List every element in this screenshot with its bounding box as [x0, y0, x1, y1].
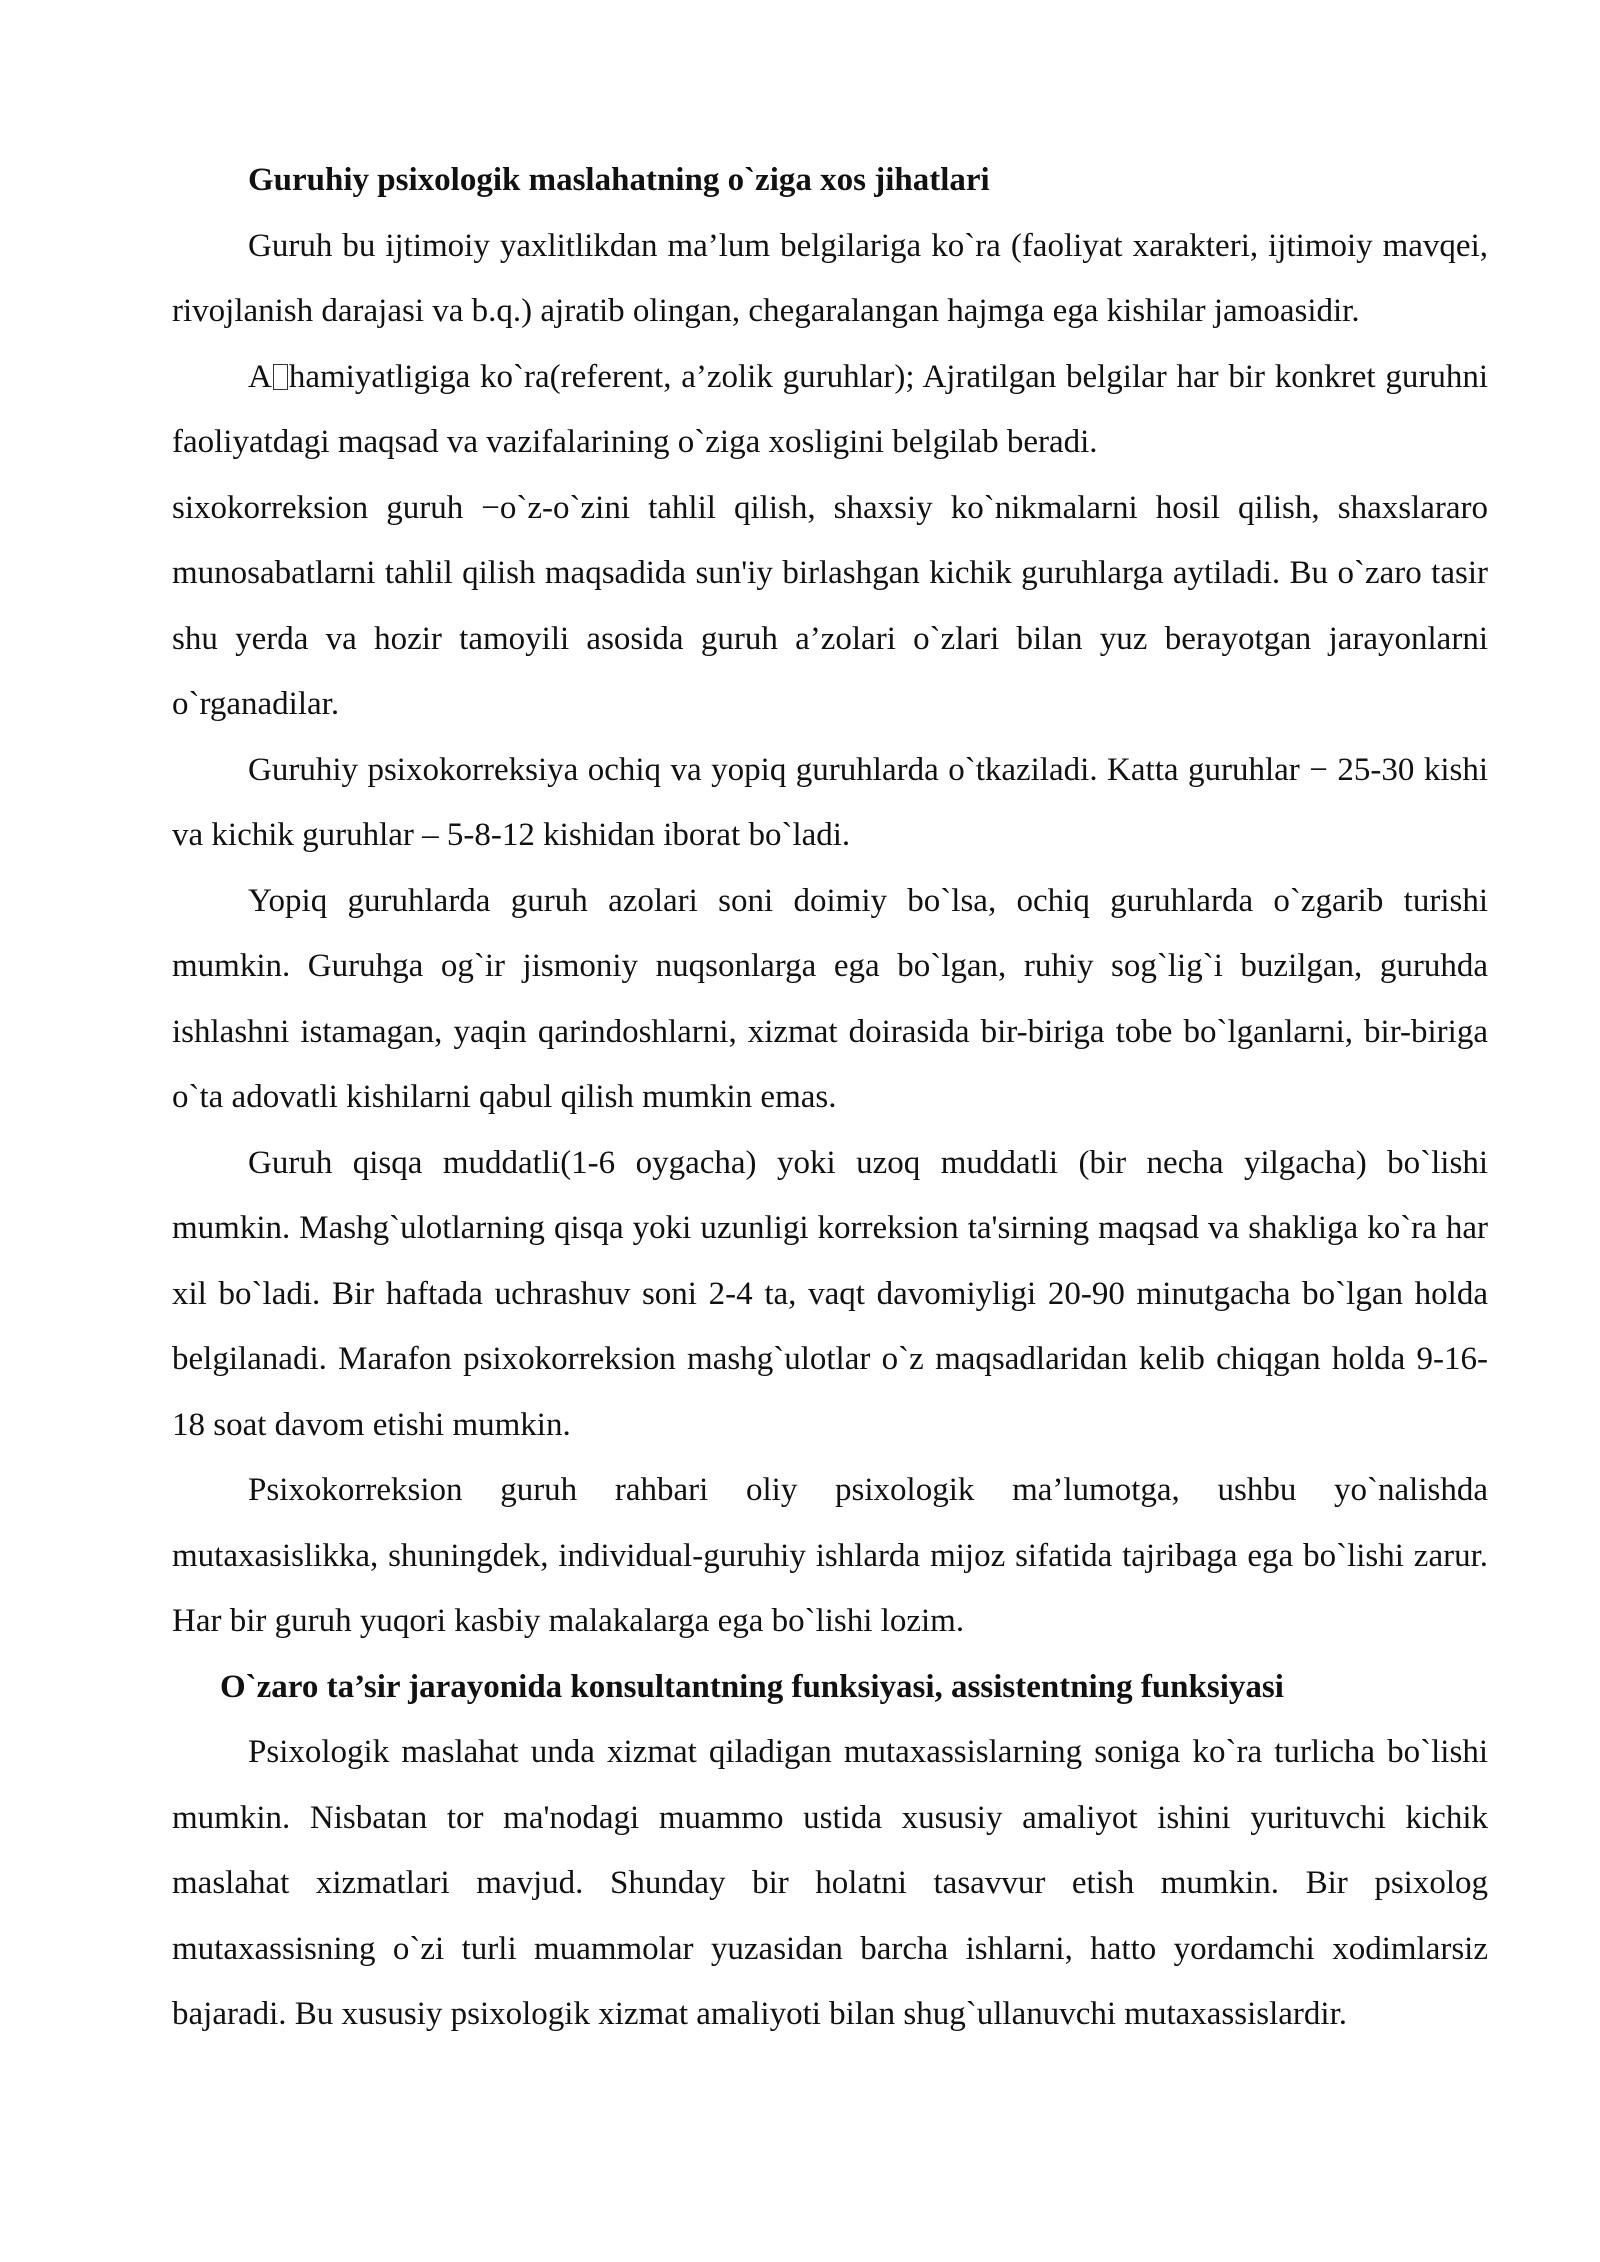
missing-glyph-icon — [273, 364, 288, 390]
document-page — [172, 148, 1488, 2048]
section-heading-1: Guruhiy psixologik maslahatning o`ziga xos jihatlari — [248, 162, 990, 198]
paragraph-guruh: Guruh bu ijtimoiy yaxlitlikdan ma’lum belgilariga ko`ra (faoliyat xarakteri, ijtimoiy mavqei, rivojlanish darajasi va b.q.) ajratib olingan, chegaralangan hajmga ega kishilar jamoasidir. — [172, 227, 1488, 329]
paragraph-ahamiyat-prefix: A — [248, 358, 272, 395]
paragraph-muddat: Guruh qisqa muddatli(1-6 oygacha) yoki uzoq muddatli (bir necha yilgacha) bo`lishi mumkin. Mashg`ulotlarning qisqa yoki uzunligi korreksion ta'sirning maqsad va shakliga ko`ra har xil bo`ladi. Bir haftada uchrashuv soni 2-4 ta, vaqt davomiyligi 20-90 minutgacha bo`lgan holda belgilanadi. Marafon psixokorreksion mashg`ulotlar o`z maqsadlaridan kelib chiqgan holda 9-16-18 soat davom etishi mumkin. — [172, 1144, 1488, 1443]
paragraph-rahbar: Psixokorreksion guruh rahbari oliy psixologik ma’lumotga, ushbu yo`nalishda mutaxasislikka, shuningdek, individual-guruhiy ishlarda mijoz sifatida tajribaga ega bo`lishi zarur. Har bir guruh yuqori kasbiy malakalarga ega bo`lishi lozim. — [172, 1472, 1488, 1639]
paragraph-psixologik-maslahat: Psixologik maslahat unda xizmat qiladigan mutaxassislarning soniga ko`ra turlicha bo`lishi mumkin. Nisbatan tor ma'nodagi muammo ustida xususiy amaliyot ishini yurituvchi kichik maslahat xizmatlari mavjud. Shunday bir holatni tasavvur etish mumkin. Bir psixolog mutaxassisning o`zi turli muammolar yuzasidan barcha ishlarni, hatto yordamchi xodimlarsiz bajaradi. Bu xususiy psixologik xizmat amaliyoti bilan shug`ullanuvchi mutaxassislardir. — [172, 1734, 1488, 2032]
paragraph-yopiq-guruhlar: Yopiq guruhlarda guruh azolari soni doimiy bo`lsa, ochiq guruhlarda o`zgarib turishi mumkin. Guruhga og`ir jismoniy nuqsonlarga ega bo`lgan, ruhiy sog`lig`i buzilgan, guruhda ishlashni istamagan, yaqin qarindoshlarni, xizmat doirasida bir-biriga tobe bo`lganlarni, bir-biriga o`ta adovatli kishilarni qabul qilish mumkin emas. — [172, 882, 1488, 1115]
paragraph-sixokorreksion: sixokorreksion guruh −o`z-o`zini tahlil qilish, shaxsiy ko`nikmalarni hosil qilish, shaxslararo munosabatlarni tahlil qilish maqsadida sun'iy birlashgan kichik guruhlarga aytiladi. Bu o`zaro tasir shu yerda va hozir tamoyili asosida guruh a’zolari o`zlari bilan yuz berayotgan jarayonlarni o`rganadilar. — [172, 489, 1488, 722]
section-heading-2: O`zaro ta’sir jarayonida konsultantning funksiyasi, assistentning funksiyasi — [220, 1668, 1284, 1705]
paragraph-ahamiyat-rest: hamiyatligiga ko`ra(referent, a’zolik guruhlar); Ajratilgan belgilar har bir konkret guruhni faoliyatdagi maqsad va vazifalarining o`ziga xosligini belgilab beradi. — [172, 358, 1488, 460]
paragraph-ochiq-yopiq: Guruhiy psixokorreksiya ochiq va yopiq guruhlarda o`tkaziladi. Katta guruhlar − 25-30 kishi va kichik guruhlar – 5-8-12 kishidan iborat bo`ladi. — [172, 751, 1488, 853]
paragraph-ahamiyat — [172, 345, 1488, 476]
